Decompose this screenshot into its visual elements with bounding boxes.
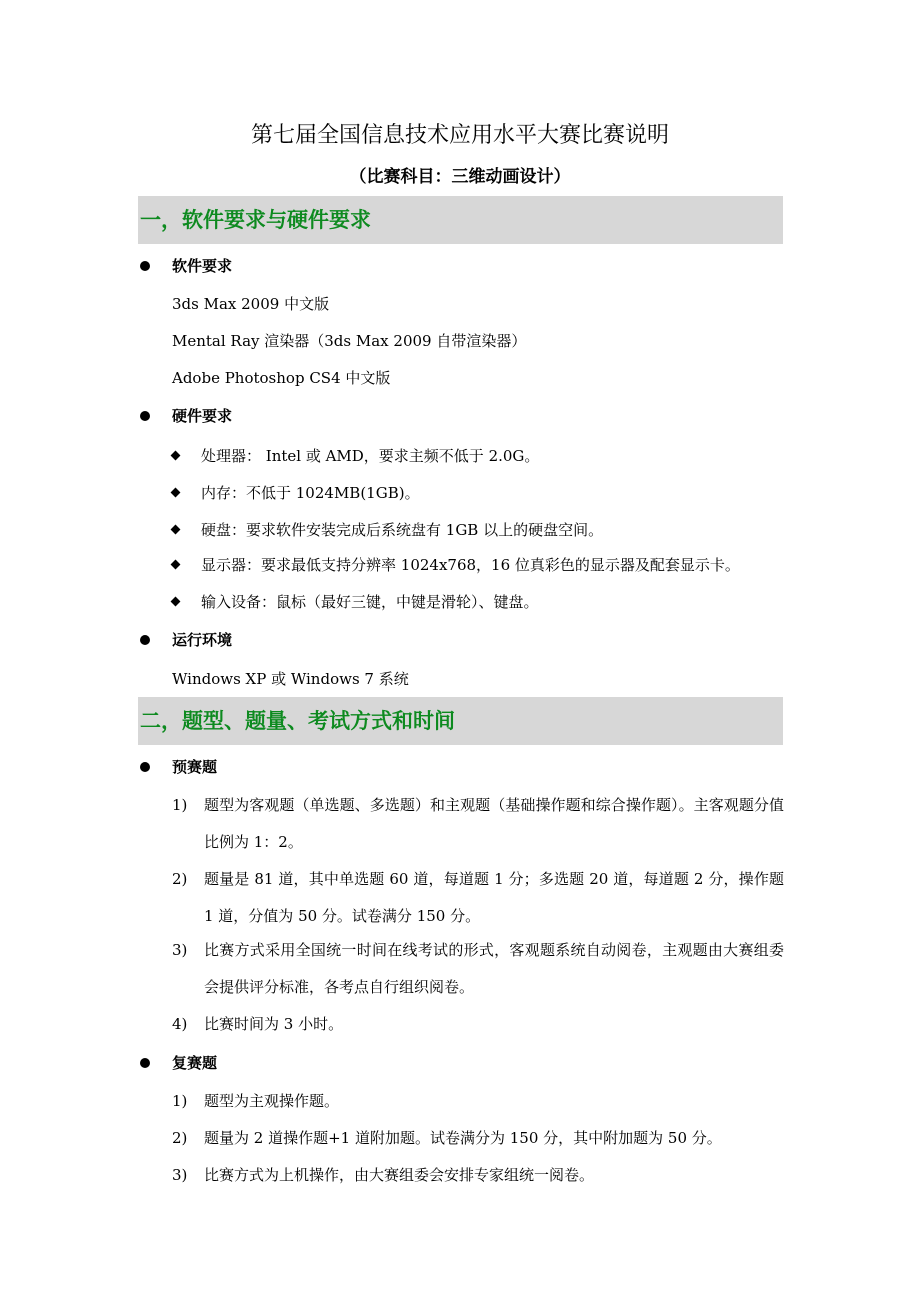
item-number: 1) <box>172 796 188 814</box>
preliminary-item <box>172 1006 784 1043</box>
item-number: 3) <box>172 1166 188 1184</box>
diamond-bullet-icon <box>171 451 181 461</box>
hardware-item-text: 显示器：要求最低支持分辨率 1024x768，16 位真彩色的显示器及配套显示卡。 <box>201 556 740 574</box>
item-number: 2) <box>172 1129 188 1147</box>
bullet-dot-icon <box>140 261 150 271</box>
hardware-item-text: 处理器： Intel 或 AMD，要求主频不低于 2.0G。 <box>201 447 540 465</box>
section-heading-1: 一，软件要求与硬件要求 <box>138 196 783 244</box>
diamond-bullet-icon <box>171 525 181 535</box>
document-title: 第七届全国信息技术应用水平大赛比赛说明 <box>250 123 669 148</box>
preliminary-item <box>172 932 784 1006</box>
item-number: 1) <box>172 1092 188 1110</box>
item-text: 题量为 2 道操作题+1 道附加题。试卷满分为 150 分，其中附加题为 50 分。 <box>204 1129 722 1147</box>
item-text: 比赛方式为上机操作，由大赛组委会安排专家组统一阅卷。 <box>204 1166 595 1184</box>
software-item: Adobe Photoshop CS4 中文版 <box>172 369 391 387</box>
semifinal-item <box>172 1083 784 1120</box>
item-text: 题型为客观题（单选题、多选题）和主观题（基础操作题和综合操作题）。主客观题分值比例为 1：2。 <box>204 796 784 851</box>
diamond-bullet-icon <box>171 597 181 607</box>
software-item: Mental Ray 渲染器（3ds Max 2009 自带渲染器） <box>172 332 527 350</box>
preliminary-item <box>172 787 784 861</box>
bullet-label: 硬件要求 <box>172 407 233 425</box>
diamond-bullet-icon <box>171 488 181 498</box>
bullet-dot-icon <box>140 1058 150 1068</box>
item-text: 题型为主观操作题。 <box>204 1092 340 1110</box>
item-text: 比赛方式采用全国统一时间在线考试的形式，客观题系统自动阅卷，主观题由大赛组委会提供评分标准，各考点自行组织阅卷。 <box>204 941 784 996</box>
section-heading-2: 二，题型、题量、考试方式和时间 <box>138 697 783 745</box>
bullet-label: 软件要求 <box>172 257 233 275</box>
bullet-label: 预赛题 <box>172 758 218 776</box>
bullet-dot-icon <box>140 635 150 645</box>
item-number: 3) <box>172 941 188 959</box>
bullet-dot-icon <box>140 762 150 772</box>
item-text: 题量是 81 道，其中单选题 60 道，每道题 1 分；多选题 20 道，每道题 2 分，操作题 1 道，分值为 50 分。试卷满分 150 分。 <box>204 870 784 925</box>
semifinal-item <box>172 1157 784 1194</box>
semifinal-item <box>172 1120 784 1157</box>
diamond-bullet-icon <box>171 560 181 570</box>
bullet-dot-icon <box>140 411 150 421</box>
bullet-label: 运行环境 <box>172 631 233 649</box>
software-item: 3ds Max 2009 中文版 <box>172 295 330 313</box>
bullet-label: 复赛题 <box>172 1054 218 1072</box>
environment-text: Windows XP 或 Windows 7 系统 <box>172 670 409 688</box>
item-text: 比赛时间为 3 小时。 <box>204 1015 344 1033</box>
item-number: 4) <box>172 1015 188 1033</box>
hardware-item-text: 内存：不低于 1024MB(1GB)。 <box>201 484 420 502</box>
document-subtitle: （比赛科目：三维动画设计） <box>349 167 571 187</box>
hardware-item-text: 硬盘：要求软件安装完成后系统盘有 1GB 以上的硬盘空间。 <box>201 521 604 539</box>
item-number: 2) <box>172 870 188 888</box>
hardware-item-text: 输入设备：鼠标（最好三键，中键是滑轮）、键盘。 <box>201 593 539 611</box>
preliminary-item <box>172 861 784 935</box>
